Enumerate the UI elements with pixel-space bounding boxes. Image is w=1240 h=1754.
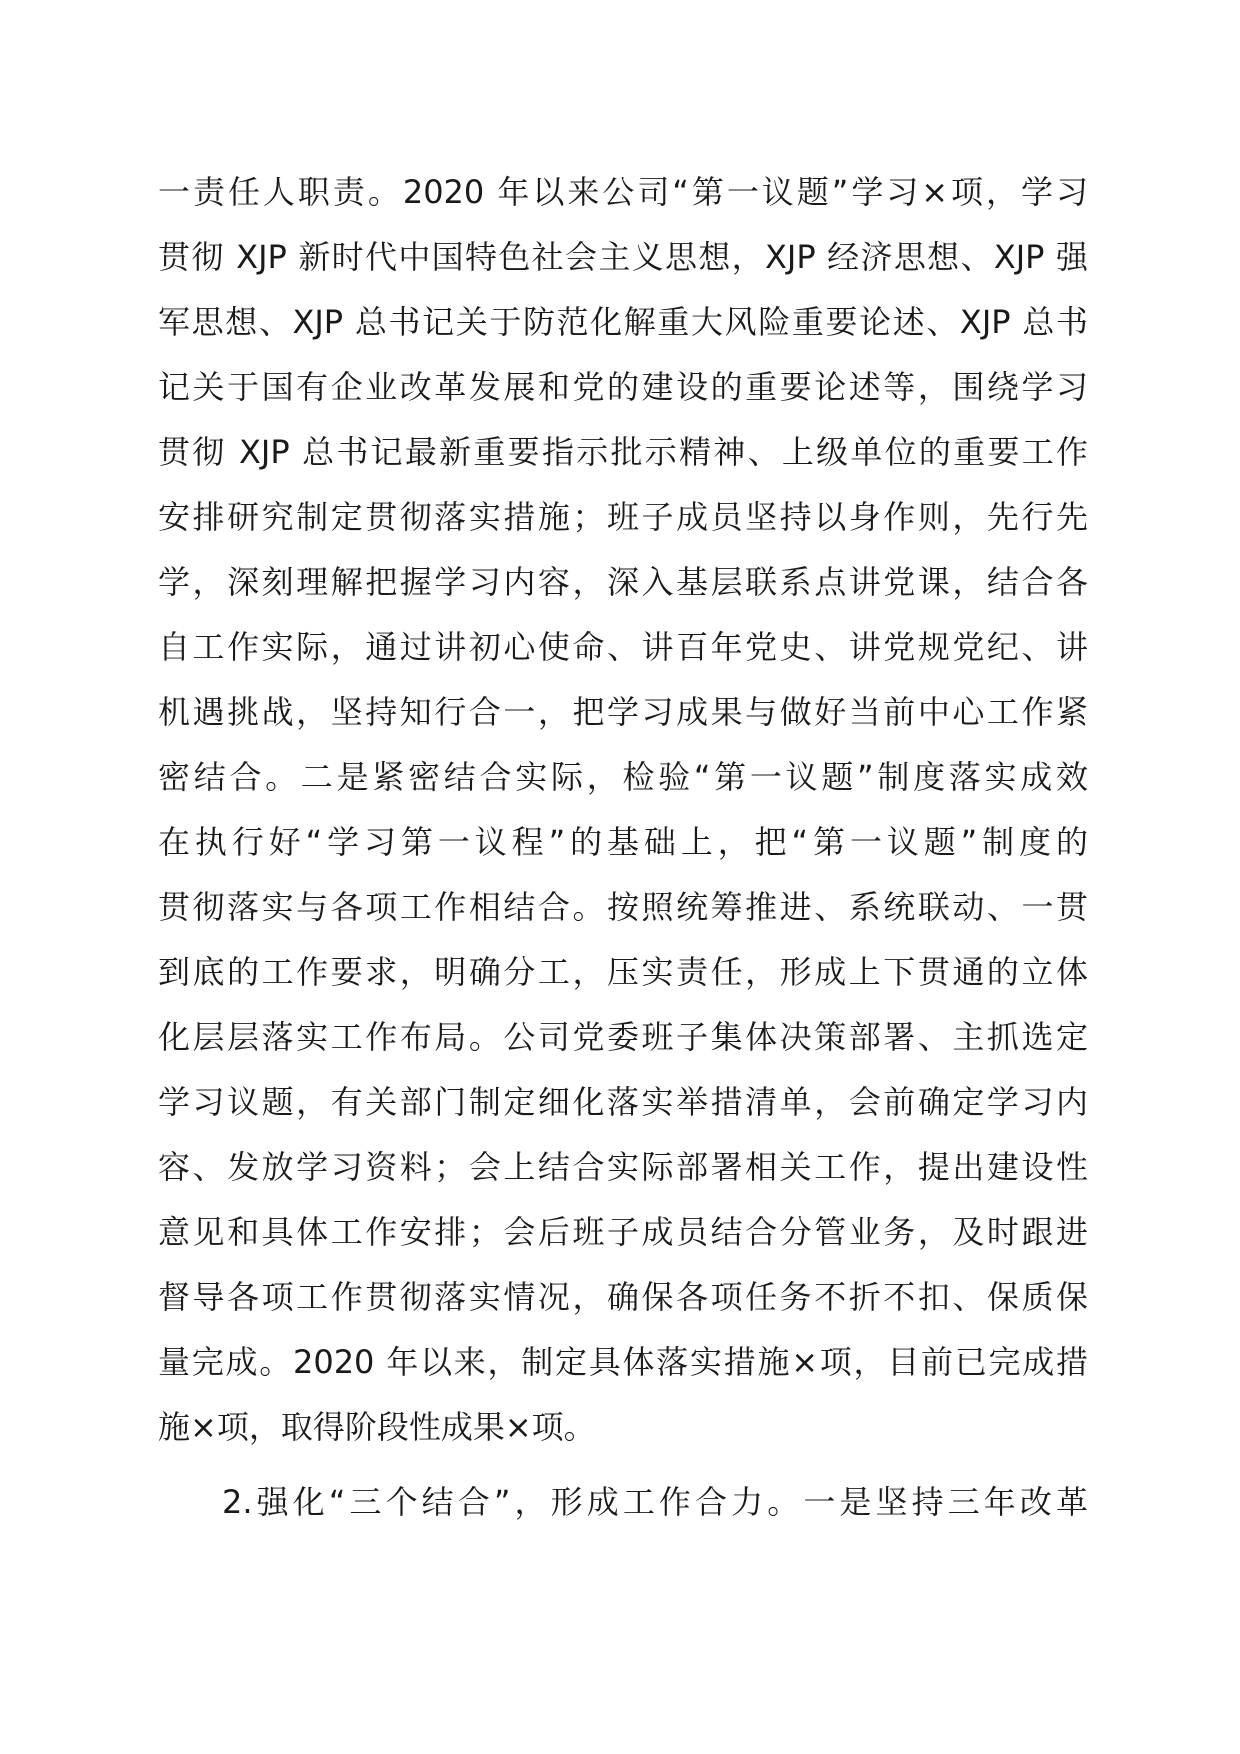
text-line: 学习议题，有关部门制定细化落实举措清单，会前确定学习内: [158, 1083, 1088, 1121]
text-line: 督导各项工作贯彻落实情况，确保各项任务不折不扣、保质保: [158, 1278, 1088, 1316]
text-line: 容、发放学习资料；会上结合实际部署相关工作，提出建设性: [158, 1148, 1088, 1186]
text-line: 施×项，取得阶段性成果×项。: [158, 1408, 596, 1446]
paragraph-2: [158, 1470, 1088, 1535]
text-line: 到底的工作要求，明确分工，压实责任，形成上下贯通的立体: [158, 953, 1088, 991]
text-line: 一责任人职责。2020 年以来公司“第一议题”学习×项，学习: [158, 173, 1088, 211]
text-line: 贯彻落实与各项工作相结合。按照统筹推进、系统联动、一贯: [158, 888, 1088, 926]
text-line: 化层层落实工作布局。公司党委班子集体决策部署、主抓选定: [158, 1018, 1088, 1056]
text-line: 2.强化“三个结合”，形成工作合力。一是坚持三年改革: [222, 1483, 1088, 1521]
text-line: 量完成。2020 年以来，制定具体落实措施×项，目前已完成措: [158, 1343, 1088, 1381]
text-line: 贯彻 XJP 新时代中国特色社会主义思想，XJP 经济思想、XJP 强: [158, 238, 1088, 276]
text-line: 在执行好“学习第一议程”的基础上，把“第一议题”制度的: [158, 823, 1088, 861]
text-line: 贯彻 XJP 总书记最新重要指示批示精神、上级单位的重要工作: [158, 433, 1088, 471]
text-line: 自工作实际，通过讲初心使命、讲百年党史、讲党规党纪、讲: [158, 628, 1088, 666]
text-line: 机遇挑战，坚持知行合一，把学习成果与做好当前中心工作紧: [158, 693, 1088, 731]
body-text: [158, 160, 1088, 1535]
text-line: 记关于国有企业改革发展和党的建设的重要论述等，围绕学习: [158, 368, 1088, 406]
text-line: 密结合。二是紧密结合实际，检验“第一议题”制度落实成效: [158, 758, 1088, 796]
text-line: 安排研究制定贯彻落实措施；班子成员坚持以身作则，先行先: [158, 498, 1088, 536]
paragraph-1: [158, 160, 1088, 1460]
text-line: 意见和具体工作安排；会后班子成员结合分管业务，及时跟进: [158, 1213, 1088, 1251]
text-line: 军思想、XJP 总书记关于防范化解重大风险重要论述、XJP 总书: [158, 303, 1088, 341]
text-line: 学，深刻理解把握学习内容，深入基层联系点讲党课，结合各: [158, 563, 1088, 601]
